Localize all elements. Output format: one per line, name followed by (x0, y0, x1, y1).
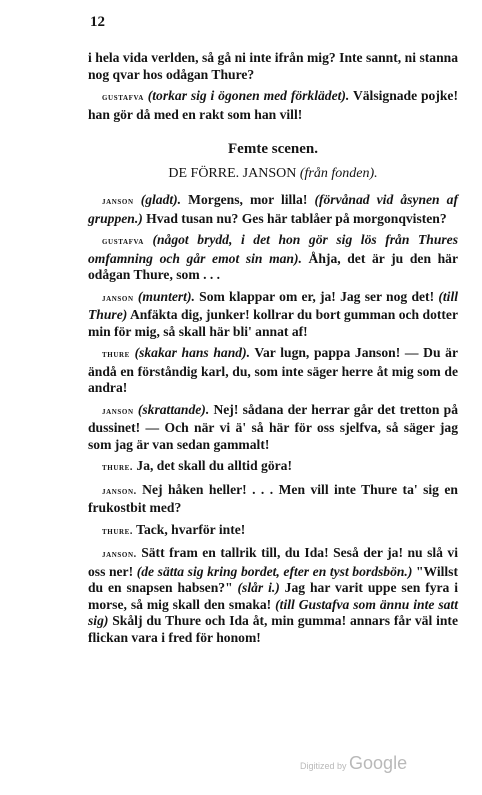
stage-direction: (slår i.) (237, 580, 280, 595)
speaker-name: janson. (102, 549, 137, 560)
digitized-label: Digitized by (300, 761, 350, 771)
janson-line-2 (88, 289, 458, 341)
thure-line-2 (88, 458, 458, 477)
dialogue-text: "Willst du en snapsen habsen?" (88, 563, 458, 595)
scene-title: Femte scenen. (228, 141, 318, 157)
gustafva-line-2 (88, 232, 458, 284)
dialogue-text: Morgens, mor lilla! (181, 192, 315, 207)
janson-line-5 (88, 545, 458, 646)
google-logo-text: Google (349, 753, 408, 773)
dialogue-text: Åhja, det är ju den här odågan Thure, som . . . (88, 250, 459, 282)
dialogue-text: Sätt fram en tallrik till, du Ida! Seså der ja! nu slå vi oss ner! (88, 545, 458, 579)
dialogue-text: Ja, det skall du alltid göra! (133, 458, 292, 473)
speaker-name: thure. (102, 462, 133, 473)
dialogue-text: Nej! sådana der herrar går det tretton på dussinet! — Och när vi ä' så här för oss sjelfva, så säger jag som jag är van sedan gammalt! (88, 401, 458, 452)
stage-direction: (till Gustafva som ännu inte satt sig) (88, 596, 458, 628)
speaker-name: janson (102, 196, 134, 207)
gustafva-line-1 (88, 88, 458, 123)
stage-direction: (något brydd, i det hon gör sig lös från Thures omfamning och går emot sin man). (88, 232, 458, 266)
dialogue-text: Hvad tusan nu? Ges här tablåer på morgonqvisten? (142, 210, 447, 226)
dialogue-text: Jag har varit uppe sen fyra i morse, så mig skall den smaka! (88, 580, 459, 612)
dialogue-text: Anfäkta dig, junker! kollrar du bort gumman och dotter min för mig, så skall här bli' annat af! (88, 307, 458, 339)
stage-direction: (torkar sig i ögonen med förklädet). (147, 88, 350, 103)
dialogue-text: Nej håken heller! . . . Men vill inte Thure ta' sig en frukostbit med? (88, 481, 458, 515)
page-text (88, 50, 458, 651)
page-number: 12 (90, 14, 105, 30)
speaker-name: thure. (102, 525, 133, 537)
janson-line-3 (88, 402, 458, 454)
dialogue-text: Tack, hvarför inte! (133, 521, 246, 537)
dialogue-text: Var lugn, pappa Janson! — Du är ändå en förståndig karl, du, som inte säger herre åt mig som de andra! (88, 345, 458, 395)
scene-characters (88, 166, 458, 183)
speaker-name: janson (102, 292, 134, 304)
dialogue-text: Som klappar om er, ja! Jag ser nog det! (194, 288, 439, 304)
thure-line-3 (88, 522, 458, 541)
janson-line-4 (88, 482, 458, 517)
entrance-direction: (från fonden). (299, 165, 378, 181)
stage-direction: (förvånad vid åsynen af gruppen.) (88, 192, 458, 226)
speaker-name: gustafva (102, 92, 144, 103)
stage-direction: (till Thure) (88, 288, 458, 322)
thure-line-1 (88, 345, 458, 397)
speaker-name: thure (102, 349, 130, 360)
stage-direction: (muntert). (137, 288, 195, 304)
stage-direction: (gladt). (140, 192, 182, 207)
speaker-name: janson. (102, 485, 137, 497)
stage-direction: (de sätta sig kring bordet, efter en tyst bordsbön.) (136, 563, 413, 579)
janson-line-1 (88, 192, 458, 227)
stage-direction: (skrattande). (137, 401, 210, 417)
speaker-name: gustafva (102, 236, 144, 247)
digitized-by-google-watermark (300, 753, 407, 774)
dialogue-text: Skålj du Thure och Ida åt, min gumma! annars får väl inte flickan vara i fred för honom! (88, 613, 458, 645)
speaker-name: janson (102, 405, 134, 417)
stage-direction: (skakar hans hand). (134, 345, 251, 360)
opening-paragraph (88, 50, 458, 83)
opening-text: i hela vida verlden, så gå ni inte ifrån mig? Inte sannt, ni stanna nog qvar hos odågan Thure? (88, 50, 458, 82)
dialogue-text: Välsignade pojke! han gör då med en rakt som han vill! (88, 88, 458, 122)
characters-list: DE FÖRRE. JANSON (168, 165, 300, 181)
